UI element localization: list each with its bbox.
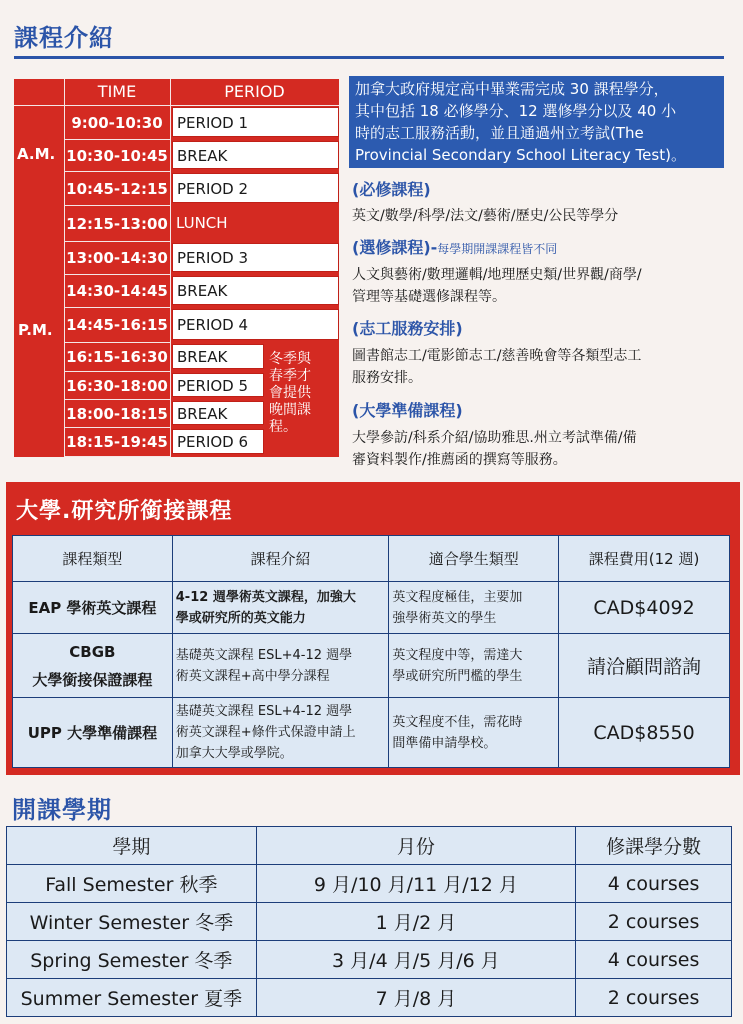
semester-credits: 4 courses <box>576 865 732 903</box>
semester-months: 9 月/10 月/11 月/12 月 <box>256 865 575 903</box>
course-suitability <box>389 634 559 698</box>
course-name-line: UPP 大學準備課程 <box>27 724 158 742</box>
graduation-requirement-box <box>349 76 724 168</box>
volunteer-text <box>352 345 641 389</box>
semester-row <box>7 865 732 903</box>
title-underline <box>14 56 724 59</box>
schedule-time: 16:30-18:00 <box>66 377 168 395</box>
divider <box>64 342 170 343</box>
bridge-row <box>13 698 730 768</box>
intro-line: 加拿大政府規定高中畢業需完成 30 課程學分， <box>355 80 669 98</box>
intro-line: 時的志工服務活動，並且通過州立考試(The <box>355 124 644 142</box>
prep-line: 大學參訪/科系介紹/協助雅思.州立考試準備/備 <box>352 430 637 446</box>
volunteer-heading: (志工服務安排) <box>352 319 463 338</box>
schedule-table <box>14 79 339 457</box>
desc-line: 基礎英文課程 ESL+4-12 週學 <box>175 704 353 719</box>
course-name <box>13 582 173 634</box>
schedule-period: PERIOD 5 <box>172 373 264 397</box>
course-fee: CAD$8550 <box>559 698 730 768</box>
suit-line: 間準備申請學校。 <box>392 735 497 751</box>
semester-months: 1 月/2 月 <box>256 903 575 941</box>
course-desc <box>172 634 389 698</box>
schedule-period: BREAK <box>172 401 264 425</box>
semester-term: Winter Semester 冬季 <box>7 903 257 941</box>
desc-line: 加拿大大學或學院。 <box>175 746 293 761</box>
intro-line: Provincial Secondary School Literacy Test)。 <box>355 146 686 164</box>
semester-row <box>7 941 732 979</box>
schedule-time: 13:00-14:30 <box>66 249 168 267</box>
desc-line: 術英文課程+高中學分課程 <box>175 668 330 684</box>
course-name <box>13 698 173 768</box>
semester-header-row <box>7 827 732 865</box>
suit-line: 英文程度極佳，主要加 <box>392 589 523 605</box>
bridge-header-cell: 課程費用(12 週) <box>559 536 730 582</box>
schedule-time: 10:30-10:45 <box>66 147 168 165</box>
volunteer-line: 服務安排。 <box>352 370 422 386</box>
intro-line: 其中包括 18 必修學分、12 選修學分以及 40 小 <box>355 102 677 120</box>
elective-heading <box>352 235 557 258</box>
suit-line: 英文程度不佳，需花時 <box>392 714 523 730</box>
schedule-period: PERIOD 3 <box>172 243 339 272</box>
course-fee: 請洽顧問諮詢 <box>559 634 730 698</box>
divider <box>64 371 170 372</box>
course-suitability <box>389 582 559 634</box>
bridge-title: 大學.研究所銜接課程 <box>16 499 233 524</box>
suit-line: 學或研究所門檻的學生 <box>392 668 523 684</box>
schedule-time: 9:00-10:30 <box>71 114 163 132</box>
bridge-row <box>13 582 730 634</box>
semester-term: Summer Semester 夏季 <box>7 979 257 1017</box>
course-suitability <box>389 698 559 768</box>
schedule-period: PERIOD 6 <box>172 429 264 454</box>
divider <box>64 171 170 172</box>
note-line: 晚間課 <box>269 402 311 418</box>
bridge-table <box>12 535 730 768</box>
semester-header-cell: 學期 <box>7 827 257 865</box>
schedule-time: 18:00-18:15 <box>66 405 168 423</box>
divider <box>170 79 171 457</box>
course-name-line: CBGB <box>69 642 116 661</box>
schedule-time: 14:45-16:15 <box>66 316 168 334</box>
evening-note <box>269 351 329 436</box>
desc-line: 術英文課程+條件式保證申請上 <box>175 725 356 740</box>
schedule-time: 16:15-16:30 <box>66 348 168 366</box>
note-line: 會提供 <box>269 385 311 401</box>
schedule-time: 18:15-19:45 <box>66 433 168 451</box>
course-desc <box>172 582 389 634</box>
volunteer-line: 圖書館志工/電影節志工/慈善晚會等各類型志工 <box>352 348 642 364</box>
note-line: 程。 <box>269 419 297 435</box>
pm-label: P.M. <box>18 321 53 339</box>
bridge-row <box>13 634 730 698</box>
schedule-lunch: LUNCH <box>176 214 228 232</box>
schedule-header-period: PERIOD <box>224 82 285 101</box>
desc-line: 學或研究所的英文能力 <box>175 610 306 626</box>
semester-term: Fall Semester 秋季 <box>7 865 257 903</box>
semester-months: 3 月/4 月/5 月/6 月 <box>256 941 575 979</box>
schedule-header-time: TIME <box>97 82 137 101</box>
bridge-section <box>6 482 740 775</box>
course-intro-title: 課程介紹 <box>14 24 114 52</box>
required-text: 英文/數學/科學/法文/藝術/歷史/公民等學分 <box>352 208 619 224</box>
course-name <box>13 634 173 698</box>
elective-line: 管理等基礎選修課程等。 <box>352 289 506 305</box>
course-fee: CAD$4092 <box>559 582 730 634</box>
desc-line: 4-12 週學術英文課程，加強大 <box>175 589 356 605</box>
prep-text <box>352 427 637 471</box>
elective-note: 每學期開課課程皆不同 <box>437 242 558 256</box>
bridge-header-cell: 課程類型 <box>13 536 173 582</box>
semester-header-cell: 修課學分數 <box>576 827 732 865</box>
bridge-header-cell: 課程介紹 <box>172 536 389 582</box>
semester-header-cell: 月份 <box>256 827 575 865</box>
divider <box>64 241 170 242</box>
schedule-period: BREAK <box>172 276 339 305</box>
course-name-line: EAP 學術英文課程 <box>28 599 157 617</box>
divider <box>64 427 170 428</box>
course-name-line: 大學銜接保證課程 <box>32 670 153 689</box>
semester-row <box>7 903 732 941</box>
schedule-time: 12:15-13:00 <box>66 215 168 233</box>
divider <box>64 139 170 140</box>
semester-term: Spring Semester 冬季 <box>7 941 257 979</box>
semesters-title: 開課學期 <box>12 796 112 824</box>
elective-heading-label: (選修課程)- <box>352 238 438 257</box>
suit-line: 強學術英文的學生 <box>392 610 497 626</box>
schedule-period: BREAK <box>172 141 339 169</box>
schedule-time: 14:30-14:45 <box>66 282 168 300</box>
semester-credits: 2 courses <box>576 903 732 941</box>
semester-row <box>7 979 732 1017</box>
schedule-time: 10:45-12:15 <box>66 180 168 198</box>
divider <box>64 456 170 457</box>
elective-text <box>352 264 642 308</box>
schedule-period: PERIOD 4 <box>172 309 339 340</box>
semester-table <box>6 826 732 1017</box>
note-line: 春季才 <box>269 368 311 384</box>
course-desc <box>172 698 389 768</box>
semester-credits: 2 courses <box>576 979 732 1017</box>
divider <box>64 307 170 308</box>
divider <box>64 205 170 206</box>
schedule-period: BREAK <box>172 344 264 369</box>
bridge-header-row <box>13 536 730 582</box>
required-heading: (必修課程) <box>352 180 431 199</box>
bridge-header-cell: 適合學生類型 <box>389 536 559 582</box>
suit-line: 英文程度中等，需達大 <box>392 647 523 663</box>
schedule-period: PERIOD 2 <box>172 173 339 203</box>
am-label: A.M. <box>17 145 56 163</box>
semester-credits: 4 courses <box>576 941 732 979</box>
prep-heading: (大學準備課程) <box>352 401 463 420</box>
note-line: 冬季與 <box>269 351 311 367</box>
desc-line: 基礎英文課程 ESL+4-12 週學 <box>175 647 353 663</box>
schedule-period: PERIOD 1 <box>172 107 339 137</box>
prep-line: 審資料製作/推薦函的撰寫等服務。 <box>352 452 567 468</box>
divider <box>14 105 339 106</box>
semester-months: 7 月/8 月 <box>256 979 575 1017</box>
elective-line: 人文與藝術/數理邏輯/地理歷史類/世界觀/商學/ <box>352 267 642 283</box>
divider <box>64 399 170 400</box>
divider <box>64 274 170 275</box>
